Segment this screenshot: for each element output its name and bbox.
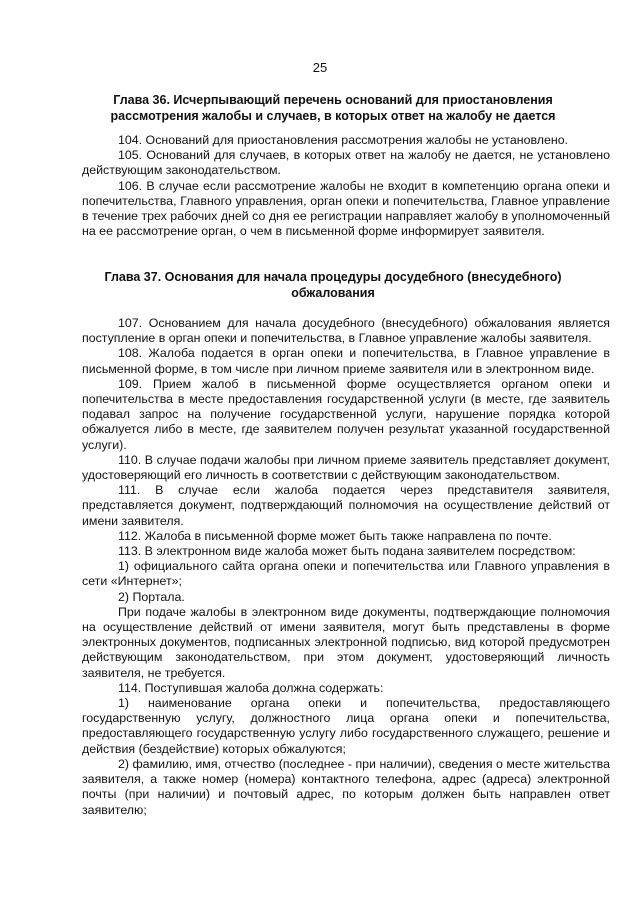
- chapter-37-body: [82, 316, 610, 818]
- chapter-37-title: [96, 269, 570, 301]
- paragraph-114-item-1: 1) наименование органа опеки и попечительства, предоставляющего государственную услугу, должностного лица органа опеки и попечительства, предоставляющего государственную услугу либо государственного служащего, решение и действия (бездействие) которых обжалуются;: [82, 696, 610, 756]
- paragraph-106: 106. В случае если рассмотрение жалобы не входит в компетенцию органа опеки и попечительства, Главного управления, орган опеки и попечительства, Главное управление в течение трех рабочих дней со дня ее регистрации направляет жалобу в уполномоченный на ее рассмотрение орган, о чем в письменной форме информирует заявителя.: [82, 178, 610, 239]
- paragraph-105: 105. Оснований для случаев, в которых ответ на жалобу не дается, не установлено действующим законодательством.: [82, 148, 610, 178]
- chapter-36-title-line2: рассмотрения жалобы и случаев, в которых ответ на жалобу не дается: [110, 109, 556, 123]
- chapter-36-body: [82, 133, 610, 239]
- chapter-37-title-line1: Глава 37. Основания для начала процедуры досудебного (внесудебного): [104, 270, 562, 284]
- paragraph-111: 111. В случае если жалоба подается через представителя заявителя, представляется документ, подтверждающий полномочия на осуществление действий от имени заявителя.: [82, 483, 610, 528]
- chapter-36-title-line1: Глава 36. Исчерпывающий перечень оснований для приостановления: [113, 93, 553, 107]
- paragraph-113-item-1: 1) официального сайта органа опеки и попечительства или Главного управления в сети «Интернет»;: [82, 559, 610, 589]
- paragraph-112: 112. Жалоба в письменной форме может быть также направлена по почте.: [118, 528, 552, 543]
- paragraph-114-item-2: 2) фамилию, имя, отчество (последнее - при наличии), сведения о месте жительства заявителя, а также номер (номера) контактного телефона, адрес (адреса) электронной почты (при наличии) и почтовый адрес, по которым должен быть направлен ответ заявителю;: [82, 756, 610, 817]
- paragraph-110: 110. В случае подачи жалобы при личном приеме заявитель представляет документ, удостоверяющий его личность в соответствии с действующим законодательством.: [82, 452, 610, 483]
- chapter-36-title: [96, 92, 570, 124]
- page-number: 25: [312, 60, 328, 75]
- chapter-37-title-line2: обжалования: [291, 286, 375, 300]
- paragraph-108: 108. Жалоба подается в орган опеки и попечительства, в Главное управление в письменной форме, в том числе при личном приеме заявителя или в электронном виде.: [82, 346, 610, 376]
- paragraph-104: 104. Оснований для приостановления рассмотрения жалобы не установлено.: [118, 133, 569, 147]
- paragraph-113-item-2: 2) Портала.: [118, 589, 185, 604]
- paragraph-114: 114. Поступившая жалоба должна содержать:: [118, 680, 384, 695]
- paragraph-electronic-submission: При подаче жалобы в электронном виде документы, подтверждающие полномочия на осуществление действий от имени заявителя, могут быть представлены в форме электронных документов, подписанных электронной подписью, вид которой предусмотрен действующим законодательством, при этом документ, удостоверяющий личность заявителя, не требуется.: [82, 604, 610, 680]
- paragraph-107: 107. Основанием для начала досудебного (внесудебного) обжалования является поступление в орган опеки и попечительства, в Главное управление жалобы заявителя.: [82, 316, 610, 346]
- paragraph-109: 109. Прием жалоб в письменной форме осуществляется органом опеки и попечительства в месте предоставления государственной услуги (в месте, где заявитель подавал запрос на получение государственной услуги, нарушение порядка которой обжалуется либо в месте, где заявителем получен результат указанной государственной услуги).: [82, 376, 610, 452]
- paragraph-113: 113. В электронном виде жалоба может быть подана заявителем посредством:: [118, 544, 576, 559]
